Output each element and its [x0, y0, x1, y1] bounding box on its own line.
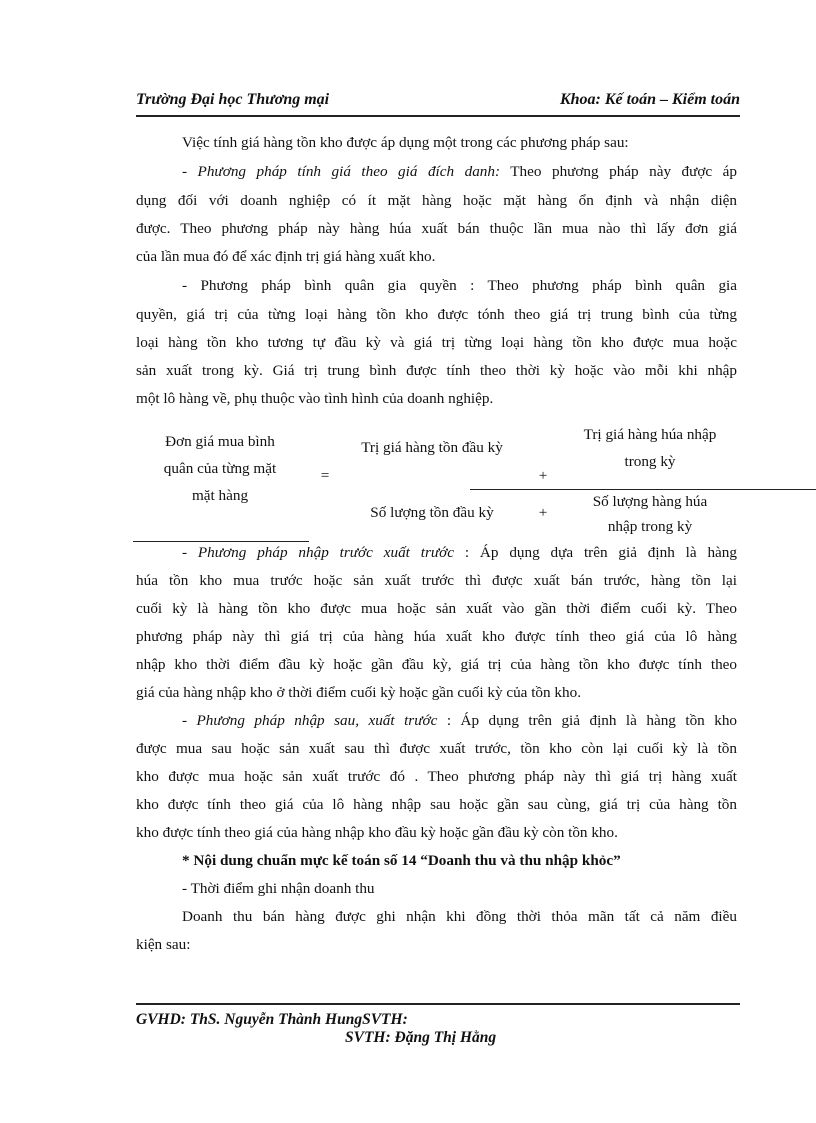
footer-advisor: GVHD: ThS. Nguyễn Thành HungSVTH: [136, 1011, 408, 1028]
p3-line-5: nhập kho thời điểm đầu kỳ hoặc gần đầu kỳ, giá trị của hàng tồn kho được tính theo [136, 656, 737, 673]
p1-line-2: dụng đối với doanh nghiệp có ít mặt hàng hoặc mặt hàng ổn định và nhận diện [136, 192, 737, 209]
formula-denominator-plus: + [538, 504, 548, 521]
p4-line-1-rest: : Áp dụng trên giả định là hàng tồn kho [437, 712, 738, 729]
p3-line-4: phương pháp này thì giá trị của hàng húa xuất kho được tính theo giá của lô hàng [136, 628, 737, 645]
average-price-formula [130, 420, 744, 545]
p3-line-3: cuối kỳ là hàng tồn kho được mua hoặc sản xuất vào gần thời điểm cuối kỳ. Theo [136, 600, 737, 617]
p5-line-2: kiện sau: [136, 936, 191, 953]
p4-title: - Phương pháp nhập sau, xuất trước [182, 712, 438, 729]
formula-numerator-b-2: trong kỳ [624, 453, 676, 470]
footer-rule [136, 1003, 740, 1005]
formula-denominator-b-2: nhập trong kỳ [607, 518, 693, 535]
formula-left-underline [133, 541, 309, 542]
p1-line-1 [182, 162, 737, 182]
p1-line-3: được. Theo phương pháp này hàng húa xuất bán thuộc lần mua nào thì lấy đơn giá [136, 220, 737, 237]
p1-line-4: của lần mua đó để xác định trị giá hàng xuất kho. [136, 248, 436, 265]
section-heading: * Nội dung chuẩn mực kế toán số 14 “Doanh thu và thu nhập khỏc” [182, 852, 621, 869]
p2-line-4: sản xuất trong kỳ. Giá trị trung bình được tính theo thời kỳ hoặc vào mỗi khi nhập [136, 362, 737, 379]
header-rule [136, 115, 740, 117]
p1-line-1-rest: Theo phương pháp này được áp [500, 163, 737, 180]
p2-line-1: - Phương pháp bình quân gia quyền : Theo phương pháp bình quân gia [182, 277, 737, 294]
p3-line-1-rest: : Áp dụng dựa trên giả định là hàng [454, 544, 737, 561]
p3-line-6: giá của hàng nhập kho ở thời điểm cuối kỳ hoặc gần cuối kỳ của tồn kho. [136, 684, 581, 701]
formula-lhs-2: quân của từng mặt [163, 460, 277, 477]
p2-line-5: một lô hàng về, phụ thuộc vào tình hình của doanh nghiệp. [136, 390, 494, 407]
p4-line-3: kho được mua hoặc sản xuất trước đó . Theo phương pháp này thì giá trị hàng xuất [136, 768, 737, 785]
p4-line-2: được mua sau hoặc sản xuất sau thì được xuất trước, tồn kho còn lại cuối kỳ là tồn [136, 740, 737, 757]
p2-line-3: loại hàng tồn kho tương tự đầu kỳ và giá trị từng loại hàng tồn kho được mua hoặc [136, 334, 737, 351]
formula-numerator-plus: + [538, 467, 548, 484]
formula-lhs-1: Đơn giá mua bình [165, 433, 275, 450]
p2-line-2: quyền, giá trị của từng loại hàng tồn kho được tónh theo giá trị trung bình của từng [136, 306, 737, 323]
p1-title: - Phương pháp tính giá theo giá đích danh: [182, 163, 501, 180]
p3-line-2: húa tồn kho mua trước hoặc sản xuất trước thì được xuất bán trước, hàng tồn lại [136, 572, 737, 589]
p4-line-1 [182, 711, 737, 731]
formula-numerator-a: Trị giá hàng tồn đầu kỳ [361, 439, 503, 456]
sub-item: - Thời điểm ghi nhận doanh thu [182, 880, 375, 897]
header-faculty: Khoa: Kế toán – Kiểm toán [559, 91, 740, 108]
p5-line-1: Doanh thu bán hàng được ghi nhận khi đồng thời thỏa mãn tất cả năm điều [182, 908, 737, 925]
p4-line-4: kho được tính theo giá của lô hàng nhập sau hoặc gần sau cùng, giá trị của hàng tồn [136, 796, 737, 813]
formula-equals: = [320, 467, 330, 484]
formula-lhs-3: mặt hàng [191, 487, 249, 504]
p4-line-5: kho được tính theo giá của hàng nhập kho đầu kỳ hoặc gần đầu kỳ còn tồn kho. [136, 824, 618, 841]
formula-denominator-a: Số lượng tồn đầu kỳ [370, 504, 494, 521]
intro-text: Việc tính giá hàng tồn kho được áp dụng một trong các phương pháp sau: [182, 134, 629, 151]
p3-title: - Phương pháp nhập trước xuất trước [182, 544, 454, 561]
p3-line-1 [182, 543, 737, 563]
header-university: Trường Đại học Thương mại [136, 91, 330, 108]
formula-numerator-b-1: Trị giá hàng húa nhập [583, 426, 717, 443]
footer-student: SVTH: Đặng Thị Hằng [345, 1029, 497, 1046]
page-header [136, 91, 740, 115]
formula-denominator-b-1: Số lượng hàng húa [592, 493, 708, 510]
